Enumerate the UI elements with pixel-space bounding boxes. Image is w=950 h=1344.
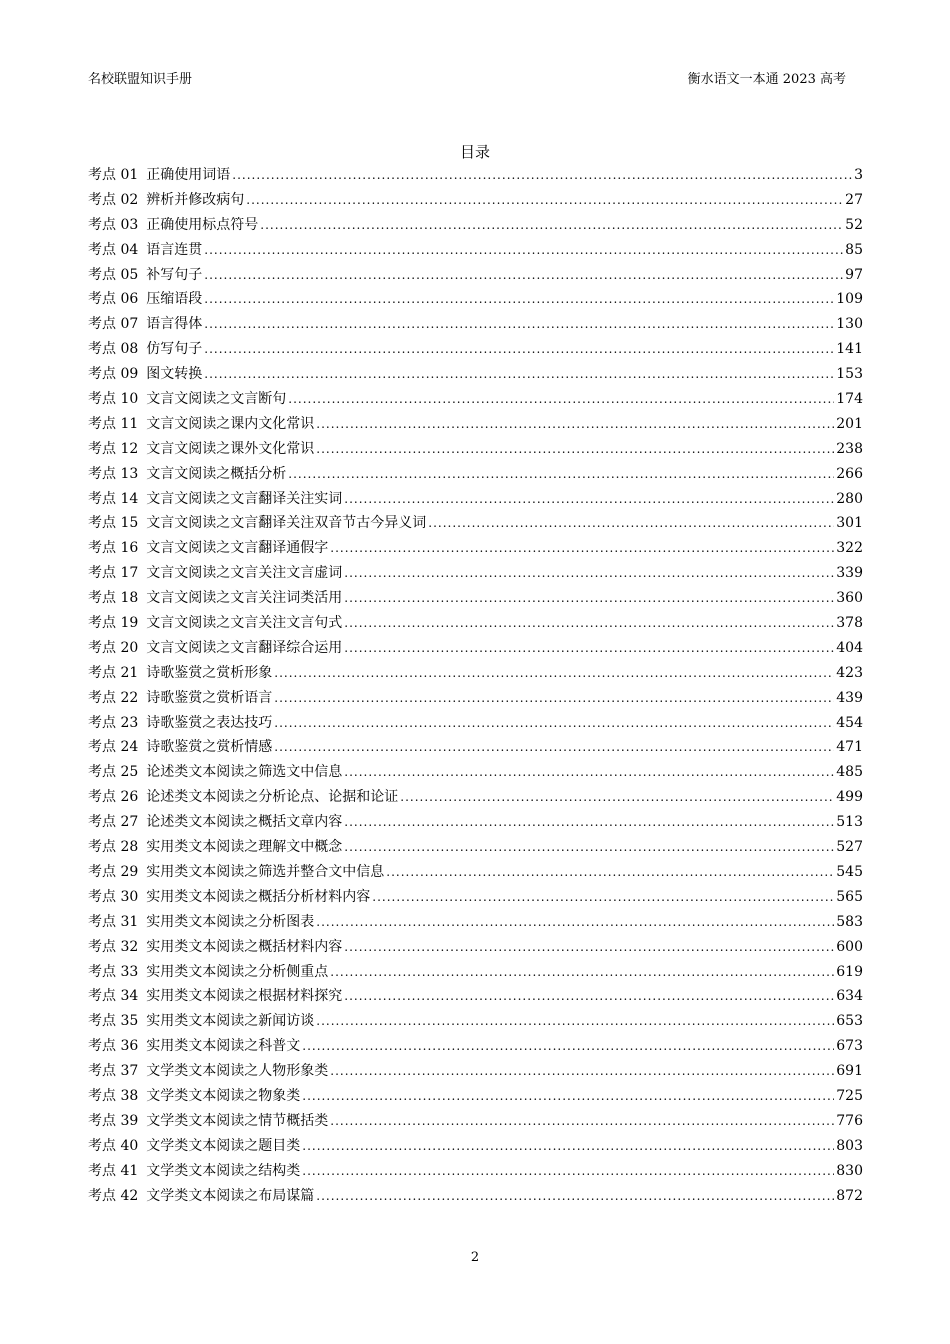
toc-entry-title: 文言文阅读之文言翻译关注实词 xyxy=(146,490,343,507)
toc-entry-label: 考点 24 xyxy=(88,739,139,756)
toc-entry-leader-dots xyxy=(344,935,834,960)
toc-entry[interactable] xyxy=(88,412,863,437)
toc-entry[interactable] xyxy=(88,188,863,213)
toc-entry[interactable] xyxy=(88,785,863,810)
toc-entry[interactable] xyxy=(88,1009,863,1034)
toc-entry-leader-dots xyxy=(302,1134,834,1159)
toc-entry-title: 实用类文本阅读之概括分析材料内容 xyxy=(146,888,371,905)
toc-entry-label: 考点 23 xyxy=(88,714,139,731)
toc-entry-label: 考点 02 xyxy=(88,191,139,208)
toc-entry-leader-dots xyxy=(344,561,834,586)
toc-entry-page: 673 xyxy=(836,1038,863,1055)
toc-entry[interactable] xyxy=(88,437,863,462)
toc-entry-page: 499 xyxy=(836,789,863,806)
toc-entry-leader-dots xyxy=(288,462,834,487)
toc-entry-label: 考点 10 xyxy=(88,391,139,408)
toc-entry[interactable] xyxy=(88,1034,863,1059)
toc-entry-label: 考点 31 xyxy=(88,913,139,930)
toc-entry-label: 考点 29 xyxy=(88,863,139,880)
toc-entry-label: 考点 38 xyxy=(88,1087,139,1104)
toc-entry-title: 辨析并修改病句 xyxy=(146,191,245,208)
toc-entry-label: 考点 25 xyxy=(88,764,139,781)
toc-entry-label: 考点 01 xyxy=(88,167,139,183)
header-left-text: 名校联盟知识手册 xyxy=(88,72,193,87)
toc-entry-leader-dots xyxy=(330,1059,834,1084)
toc-entry[interactable] xyxy=(88,810,863,835)
toc-entry-label: 考点 18 xyxy=(88,590,139,607)
toc-entry-page: 301 xyxy=(836,515,863,532)
toc-entry[interactable] xyxy=(88,935,863,960)
toc-entry-page: 545 xyxy=(836,863,863,880)
toc-entry-page: 27 xyxy=(845,191,863,208)
toc-entry-label: 考点 20 xyxy=(88,639,139,656)
toc-entry-page: 3 xyxy=(854,167,863,183)
toc-entry-page: 153 xyxy=(836,366,863,383)
toc-entry-leader-dots xyxy=(274,661,834,686)
toc-entry-leader-dots xyxy=(428,511,834,536)
toc-entry-leader-dots xyxy=(274,686,834,711)
toc-entry-page: 339 xyxy=(836,565,863,582)
toc-entry[interactable] xyxy=(88,536,863,561)
toc-entry[interactable] xyxy=(88,1159,863,1184)
toc-entry-label: 考点 37 xyxy=(88,1063,139,1080)
toc-entry-leader-dots xyxy=(316,1184,834,1209)
toc-entry-page: 201 xyxy=(836,415,863,432)
toc-entry-page: 725 xyxy=(836,1087,863,1104)
toc-entry-title: 文言文阅读之文言翻译通假字 xyxy=(146,540,329,557)
toc-entry-page: 322 xyxy=(836,540,863,557)
toc-entry-title: 文学类文本阅读之题目类 xyxy=(146,1137,301,1154)
toc-entry-title: 论述类文本阅读之分析论点、论据和论证 xyxy=(146,789,399,806)
toc-entry[interactable] xyxy=(88,1184,863,1209)
page-number: 2 xyxy=(470,1250,480,1265)
toc-entry-page: 423 xyxy=(836,664,863,681)
toc-entry-page: 691 xyxy=(836,1063,863,1080)
toc-entry-label: 考点 22 xyxy=(88,689,139,706)
toc-entry-title: 实用类文本阅读之根据材料探究 xyxy=(146,988,343,1005)
toc-entry-label: 考点 28 xyxy=(88,839,139,856)
toc-entry[interactable] xyxy=(88,287,863,312)
toc-entry-title: 文言文阅读之文言关注词类活用 xyxy=(146,590,343,607)
toc-entry-label: 考点 21 xyxy=(88,664,139,681)
toc-entry-label: 考点 16 xyxy=(88,540,139,557)
toc-entry-page: 238 xyxy=(836,440,863,457)
toc-entry-label: 考点 26 xyxy=(88,789,139,806)
toc-entry-leader-dots xyxy=(204,312,834,337)
toc-entry-title: 文言文阅读之课外文化常识 xyxy=(146,440,315,457)
toc-entry-page: 513 xyxy=(836,814,863,831)
toc-entry-page: 634 xyxy=(836,988,863,1005)
toc-entry-page: 130 xyxy=(836,316,863,333)
toc-entry-leader-dots xyxy=(344,984,834,1009)
toc-entry[interactable] xyxy=(88,312,863,337)
toc-entry[interactable] xyxy=(88,362,863,387)
toc-entry-label: 考点 40 xyxy=(88,1137,139,1154)
toc-entry-leader-dots xyxy=(204,362,834,387)
toc-entry-leader-dots xyxy=(344,760,834,785)
toc-entry-title: 文学类文本阅读之物象类 xyxy=(146,1087,301,1104)
toc-entry-page: 378 xyxy=(836,615,863,632)
toc-entry-label: 考点 15 xyxy=(88,515,139,532)
toc-entry-leader-dots xyxy=(316,412,834,437)
toc-entry-page: 85 xyxy=(845,241,863,258)
toc-entry-page: 872 xyxy=(836,1187,863,1204)
toc-entry-title: 实用类文本阅读之科普文 xyxy=(146,1038,301,1055)
toc-entry-label: 考点 39 xyxy=(88,1112,139,1129)
toc-entry[interactable] xyxy=(88,636,863,661)
toc-entry-title: 文学类文本阅读之人物形象类 xyxy=(146,1063,329,1080)
toc-entry-leader-dots xyxy=(204,263,843,288)
toc-entry-label: 考点 41 xyxy=(88,1162,139,1179)
toc-entry[interactable] xyxy=(88,387,863,412)
toc-entry[interactable] xyxy=(88,860,863,885)
toc-entry-leader-dots xyxy=(400,785,834,810)
toc-entry-title: 文言文阅读之文言断句 xyxy=(146,391,287,408)
toc-entry-title: 实用类文本阅读之概括材料内容 xyxy=(146,938,343,955)
toc-entry-leader-dots xyxy=(344,487,834,512)
toc-entry-leader-dots xyxy=(260,213,843,238)
toc-entry-label: 考点 33 xyxy=(88,963,139,980)
toc-entry-page: 454 xyxy=(836,714,863,731)
toc-entry-leader-dots xyxy=(274,711,834,736)
toc-entry-title: 补写句子 xyxy=(146,266,203,283)
toc-entry-leader-dots xyxy=(386,860,834,885)
toc-entry-title: 文言文阅读之文言关注文言句式 xyxy=(146,615,343,632)
toc-entry-label: 考点 19 xyxy=(88,615,139,632)
toc-entry-title: 诗歌鉴赏之赏析情感 xyxy=(146,739,273,756)
toc-entry-leader-dots xyxy=(288,387,834,412)
toc-entry[interactable] xyxy=(88,1134,863,1159)
toc-entry-label: 考点 32 xyxy=(88,938,139,955)
toc-entry-page: 653 xyxy=(836,1013,863,1030)
toc-entry-leader-dots xyxy=(246,188,843,213)
toc-entry-title: 正确使用标点符号 xyxy=(146,216,259,233)
toc-entry-label: 考点 12 xyxy=(88,440,139,457)
toc-entry-page: 527 xyxy=(836,839,863,856)
toc-entry-page: 360 xyxy=(836,590,863,607)
toc-entry-label: 考点 06 xyxy=(88,291,139,308)
toc-entry-title: 文言文阅读之文言翻译关注双音节古今异义词 xyxy=(146,515,427,532)
toc-entry-label: 考点 34 xyxy=(88,988,139,1005)
toc-entry[interactable] xyxy=(88,735,863,760)
toc-entry-leader-dots xyxy=(330,1109,834,1134)
toc-entry-leader-dots xyxy=(302,1159,834,1184)
header-right-text: 衡水语文一本通 2023 高考 xyxy=(687,72,846,87)
toc-entry-title: 论述类文本阅读之概括文章内容 xyxy=(146,814,343,831)
toc-entry-title: 文学类文本阅读之结构类 xyxy=(146,1162,301,1179)
toc-entry-page: 404 xyxy=(836,639,863,656)
toc-entry[interactable] xyxy=(88,661,863,686)
toc-entry[interactable] xyxy=(88,213,863,238)
toc-entry-label: 考点 03 xyxy=(88,216,139,233)
toc-entry[interactable] xyxy=(88,885,863,910)
toc-entry[interactable] xyxy=(88,511,863,536)
toc-entry[interactable] xyxy=(88,960,863,985)
toc-entry-leader-dots xyxy=(316,1009,834,1034)
toc-entry[interactable] xyxy=(88,163,863,188)
toc-entry-leader-dots xyxy=(344,611,834,636)
toc-entry-page: 485 xyxy=(836,764,863,781)
toc-entry[interactable] xyxy=(88,910,863,935)
toc-entry-title: 论述类文本阅读之筛选文中信息 xyxy=(146,764,343,781)
toc-entry[interactable] xyxy=(88,1109,863,1134)
toc-entry-leader-dots xyxy=(330,960,834,985)
toc-entry-page: 97 xyxy=(845,266,863,283)
table-of-contents xyxy=(88,163,863,1208)
toc-entry-label: 考点 17 xyxy=(88,565,139,582)
toc-entry-leader-dots xyxy=(344,810,834,835)
toc-entry-leader-dots xyxy=(274,735,834,760)
toc-entry[interactable] xyxy=(88,487,863,512)
toc-entry[interactable] xyxy=(88,337,863,362)
toc-entry-label: 考点 07 xyxy=(88,316,139,333)
toc-entry[interactable] xyxy=(88,711,863,736)
toc-entry-title: 文学类文本阅读之布局谋篇 xyxy=(146,1187,315,1204)
toc-entry-leader-dots xyxy=(344,636,834,661)
toc-entry-page: 776 xyxy=(836,1112,863,1129)
toc-entry[interactable] xyxy=(88,561,863,586)
toc-entry-title: 文言文阅读之课内文化常识 xyxy=(146,415,315,432)
toc-entry[interactable] xyxy=(88,611,863,636)
toc-entry[interactable] xyxy=(88,263,863,288)
toc-entry-label: 考点 08 xyxy=(88,341,139,358)
toc-entry[interactable] xyxy=(88,835,863,860)
toc-entry[interactable] xyxy=(88,686,863,711)
toc-entry[interactable] xyxy=(88,1059,863,1084)
toc-entry-label: 考点 11 xyxy=(88,415,139,432)
toc-entry-title: 诗歌鉴赏之表达技巧 xyxy=(146,714,273,731)
toc-entry-leader-dots xyxy=(204,337,834,362)
toc-entry-title: 诗歌鉴赏之赏析形象 xyxy=(146,664,273,681)
toc-entry-title: 语言连贯 xyxy=(146,241,203,258)
toc-entry-page: 583 xyxy=(836,913,863,930)
toc-entry-label: 考点 27 xyxy=(88,814,139,831)
toc-entry-leader-dots xyxy=(316,910,834,935)
toc-entry-page: 52 xyxy=(845,216,863,233)
toc-entry-label: 考点 30 xyxy=(88,888,139,905)
toc-entry[interactable] xyxy=(88,238,863,263)
toc-entry-leader-dots xyxy=(344,586,834,611)
toc-entry-leader-dots xyxy=(232,163,852,188)
toc-entry-leader-dots xyxy=(204,238,843,263)
toc-title: 目录 xyxy=(459,143,490,161)
toc-entry-page: 280 xyxy=(836,490,863,507)
toc-entry[interactable] xyxy=(88,760,863,785)
toc-entry-page: 830 xyxy=(836,1162,863,1179)
toc-entry-title: 正确使用词语 xyxy=(146,167,231,183)
toc-entry-page: 803 xyxy=(836,1137,863,1154)
toc-entry-page: 141 xyxy=(836,341,863,358)
toc-entry-label: 考点 13 xyxy=(88,465,139,482)
toc-entry-leader-dots xyxy=(302,1034,834,1059)
toc-entry-title: 文学类文本阅读之情节概括类 xyxy=(146,1112,329,1129)
toc-entry-leader-dots xyxy=(302,1084,834,1109)
toc-entry-label: 考点 14 xyxy=(88,490,139,507)
toc-entry-title: 图文转换 xyxy=(146,366,203,383)
toc-entry-title: 实用类文本阅读之理解文中概念 xyxy=(146,839,343,856)
toc-entry[interactable] xyxy=(88,984,863,1009)
toc-entry-page: 266 xyxy=(836,465,863,482)
toc-entry-page: 439 xyxy=(836,689,863,706)
toc-entry-title: 文言文阅读之文言关注文言虚词 xyxy=(146,565,343,582)
toc-entry-title: 实用类文本阅读之新闻访谈 xyxy=(146,1013,315,1030)
toc-entry-page: 600 xyxy=(836,938,863,955)
toc-entry-label: 考点 42 xyxy=(88,1187,139,1204)
toc-entry-title: 实用类文本阅读之筛选并整合文中信息 xyxy=(146,863,385,880)
toc-entry-label: 考点 09 xyxy=(88,366,139,383)
toc-entry[interactable] xyxy=(88,1084,863,1109)
toc-entry[interactable] xyxy=(88,462,863,487)
toc-entry-title: 诗歌鉴赏之赏析语言 xyxy=(146,689,273,706)
toc-entry-page: 619 xyxy=(836,963,863,980)
page-header xyxy=(88,70,846,90)
toc-entry-page: 565 xyxy=(836,888,863,905)
toc-entry-title: 实用类文本阅读之分析侧重点 xyxy=(146,963,329,980)
toc-entry-title: 语言得体 xyxy=(146,316,203,333)
toc-entry-leader-dots xyxy=(330,536,834,561)
toc-entry-leader-dots xyxy=(344,835,834,860)
toc-entry-leader-dots xyxy=(316,437,834,462)
toc-entry-label: 考点 35 xyxy=(88,1013,139,1030)
toc-entry-page: 109 xyxy=(836,291,863,308)
toc-entry-page: 471 xyxy=(836,739,863,756)
toc-entry-label: 考点 04 xyxy=(88,241,139,258)
toc-entry-title: 文言文阅读之概括分析 xyxy=(146,465,287,482)
toc-entry-title: 实用类文本阅读之分析图表 xyxy=(146,913,315,930)
toc-entry-label: 考点 36 xyxy=(88,1038,139,1055)
toc-entry-leader-dots xyxy=(204,287,834,312)
toc-entry-label: 考点 05 xyxy=(88,266,139,283)
toc-entry-leader-dots xyxy=(372,885,834,910)
toc-entry-page: 174 xyxy=(836,391,863,408)
toc-entry-title: 仿写句子 xyxy=(146,341,203,358)
toc-entry-title: 文言文阅读之文言翻译综合运用 xyxy=(146,639,343,656)
toc-entry[interactable] xyxy=(88,586,863,611)
toc-entry-title: 压缩语段 xyxy=(146,291,203,308)
